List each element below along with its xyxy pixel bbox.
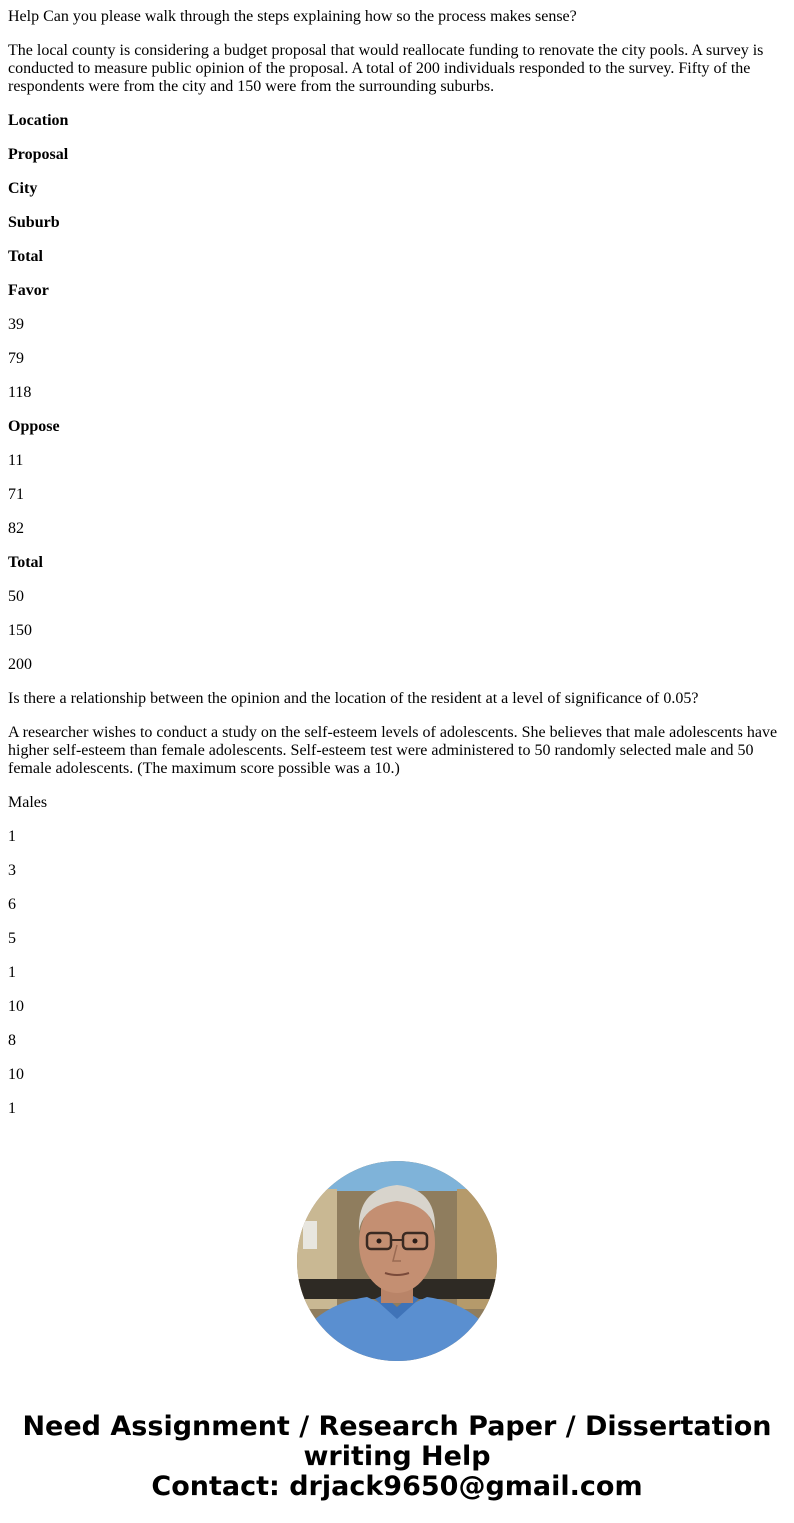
males-value-item: 6: [8, 896, 16, 913]
cell-total-total: 200: [8, 656, 32, 673]
cell-total-city: 50: [8, 588, 24, 605]
males-value-item: 10: [8, 1066, 24, 1083]
males-value-item: 10: [8, 998, 24, 1015]
scenario-1-text: The local county is considering a budget proposal that would reallocate funding to renovate the city pools. A survey is conducted to measure public opinion of the proposal. A total of 200 individuals responded to the survey. Fifty of the respondents were from the city and 150 were from the surrounding suburbs.: [8, 42, 764, 95]
question-1-text: Is there a relationship between the opinion and the location of the resident at a level of significance of 0.05?: [8, 690, 699, 707]
page: [0, 8, 794, 1523]
row-label-total: Total: [8, 554, 43, 571]
cell-favor-suburb: 79: [8, 350, 24, 367]
males-value-item: 3: [8, 862, 16, 879]
males-label: Males: [8, 794, 48, 811]
row-label-favor: Favor: [8, 282, 49, 299]
males-values-list: [8, 828, 786, 1118]
intro-text: Help Can you please walk through the steps explaining how so the process makes sense?: [8, 8, 577, 25]
table-header-total: Total: [8, 248, 43, 265]
question-content: [0, 8, 794, 1118]
cell-oppose-suburb: 71: [8, 486, 24, 503]
males-value-item: 1: [8, 1100, 16, 1117]
table-header-location: Location: [8, 112, 69, 129]
row-label-oppose: Oppose: [8, 418, 60, 435]
promo-line-1: Need Assignment / Research Paper / Dissertation: [22, 1411, 772, 1442]
males-value-item: 1: [8, 828, 16, 845]
promo-banner: [0, 1412, 794, 1502]
males-value-item: 8: [8, 1032, 16, 1049]
cell-total-suburb: 150: [8, 622, 32, 639]
males-value-item: 1: [8, 964, 16, 981]
table-header-suburb: Suburb: [8, 214, 60, 231]
table-header-proposal: Proposal: [8, 146, 69, 163]
author-photo-illustration: [297, 1161, 497, 1361]
author-photo: [297, 1161, 497, 1361]
cell-oppose-total: 82: [8, 520, 24, 537]
cell-favor-total: 118: [8, 384, 32, 401]
promo-line-2: writing Help: [303, 1441, 491, 1472]
cell-oppose-city: 11: [8, 452, 24, 469]
males-value-item: 5: [8, 930, 16, 947]
table-header-city: City: [8, 180, 38, 197]
cell-favor-city: 39: [8, 316, 24, 333]
scenario-2-text: A researcher wishes to conduct a study on the self-esteem levels of adolescents. She believes that male adolescents have higher self-esteem than female adolescents. Self-esteem test were administered to 50 randomly selected male and 50 female adolescents. (The maximum score possible was a 10.): [8, 724, 778, 777]
promo-line-3: Contact: drjack9650@gmail.com: [151, 1471, 643, 1502]
